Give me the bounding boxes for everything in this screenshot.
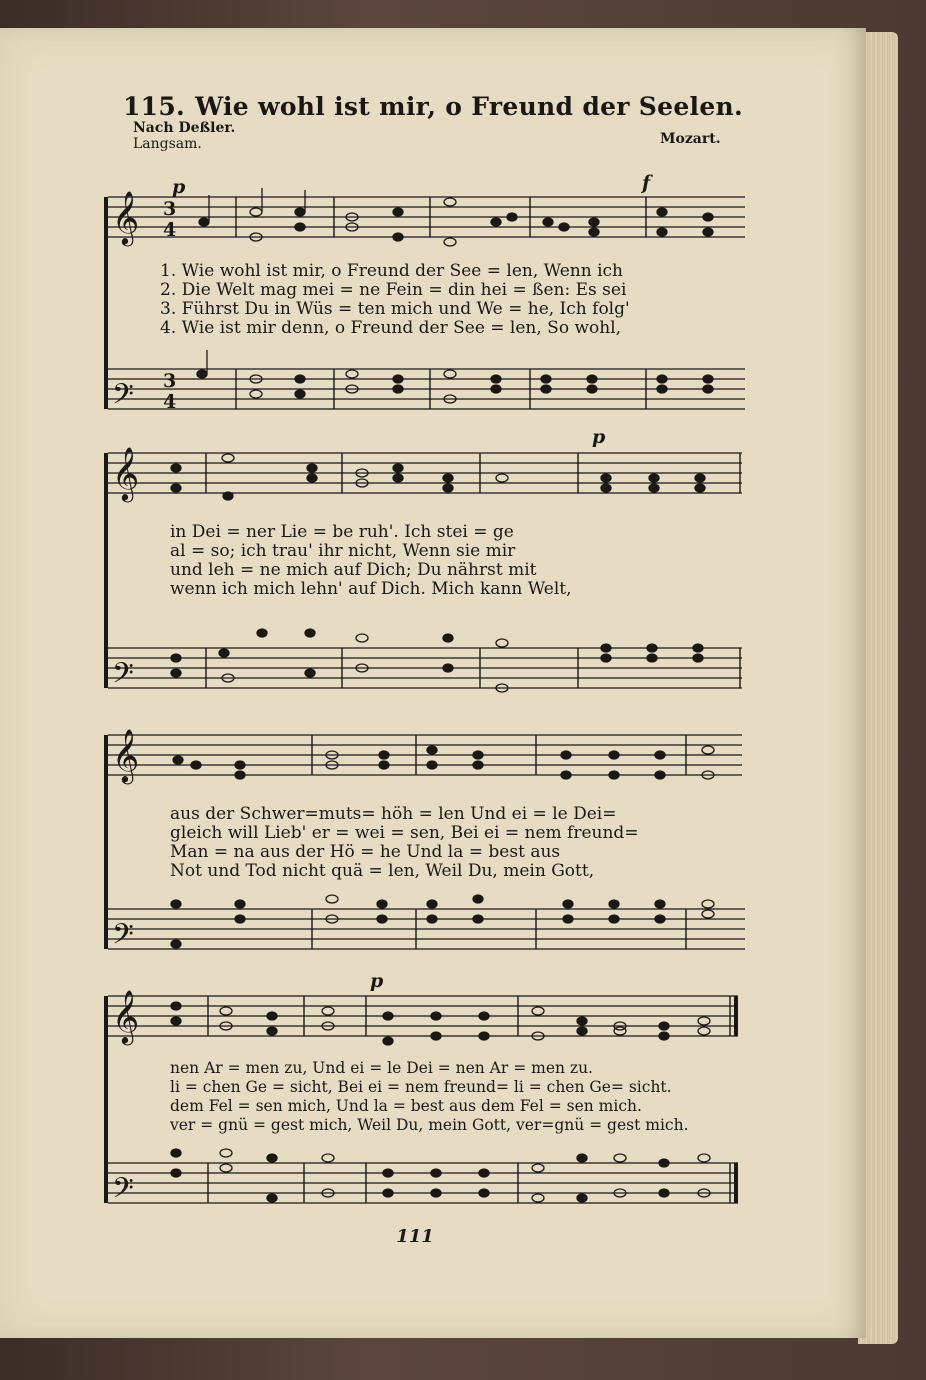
arranger-credit: Nach Deßler.	[133, 120, 236, 136]
lyric-line: aus der Schwer=muts= höh = len Und ei = le Dei=	[170, 804, 617, 824]
lyric-line: gleich will Lieb' er = wei = sen, Bei ei = nem freund=	[170, 823, 639, 843]
clefs	[112, 190, 139, 1212]
treble-clef: 𝄞	[112, 728, 140, 782]
tempo-marking: Langsam.	[133, 136, 202, 152]
hymn-number: 115.	[122, 92, 186, 121]
bass-clef: 𝄢	[112, 918, 134, 958]
treble-staff	[108, 735, 742, 775]
lyric-line: 1. Wie wohl ist mir, o Freund der See = len, Wenn ich	[160, 261, 624, 281]
time-sig-top: 3	[163, 198, 177, 220]
lyric-line: in Dei = ner Lie = be ruh'. Ich stei = ge	[170, 522, 514, 542]
system-brackets	[104, 197, 108, 1203]
bass-staff	[108, 648, 742, 688]
treble-staff	[108, 197, 745, 237]
bass-staff	[108, 909, 745, 949]
lyric-line: al = so; ich trau' ihr nicht, Wenn sie mir	[170, 541, 516, 561]
bass-clef: 𝄢	[112, 657, 134, 697]
lyric-line: Man = na aus der Hö = he Und la = best aus	[170, 842, 561, 862]
time-sig-bottom: 4	[163, 391, 177, 413]
treble-staff	[108, 996, 738, 1036]
bass-staff	[108, 1163, 738, 1203]
treble-staff	[108, 453, 742, 493]
notes	[171, 188, 714, 1202]
lyrics-block	[170, 523, 572, 599]
time-sig-bottom: 4	[163, 219, 177, 241]
dynamic-marking: p	[370, 970, 384, 992]
barlines	[206, 197, 740, 1203]
lyric-line: li = chen Ge = sicht, Bei ei = nem freund= li = chen Ge= sicht.	[170, 1078, 672, 1096]
time-sig-top: 3	[163, 370, 177, 392]
dynamic-marking: p	[592, 426, 606, 448]
lyric-line: nen Ar = men zu, Und ei = le Dei = nen Ar = men zu.	[170, 1059, 593, 1077]
bass-clef: 𝄢	[112, 1172, 134, 1212]
lyric-line: 3. Führst Du in Wüs = ten mich und We = he, Ich folg'	[160, 299, 630, 319]
dynamic-marking: p	[172, 176, 186, 198]
lyric-line: 2. Die Welt mag mei = ne Fein = din hei = ßen: Es sei	[160, 280, 627, 300]
treble-clef: 𝄞	[112, 446, 140, 500]
final-barline	[734, 996, 738, 1203]
dynamic-marking: f	[642, 172, 651, 194]
lyric-line: Not und Tod nicht quä = len, Weil Du, mein Gott,	[170, 861, 595, 881]
page-number: 111	[396, 1226, 434, 1247]
treble-clef: 𝄞	[112, 989, 140, 1043]
lyric-line: dem Fel = sen mich, Und la = best aus dem Fel = sen mich.	[170, 1097, 642, 1115]
lyrics-block	[170, 805, 639, 881]
lyric-line: 4. Wie ist mir denn, o Freund der See = len, So wohl,	[160, 318, 622, 338]
lyrics-block	[170, 1059, 689, 1135]
lyrics-block	[160, 262, 630, 338]
composer-credit: Mozart.	[660, 131, 721, 147]
lyric-line: und leh = ne mich auf Dich; Du nährst mit	[170, 560, 537, 580]
treble-clef: 𝄞	[112, 190, 140, 244]
bass-clef: 𝄢	[112, 378, 134, 418]
hymn-title: Wie wohl ist mir, o Freund der Seelen.	[195, 92, 744, 121]
lyric-line: ver = gnü = gest mich, Weil Du, mein Gott, ver=gnü = gest mich.	[170, 1116, 689, 1134]
lyric-line: wenn ich mich lehn' auf Dich. Mich kann Welt,	[170, 579, 572, 599]
